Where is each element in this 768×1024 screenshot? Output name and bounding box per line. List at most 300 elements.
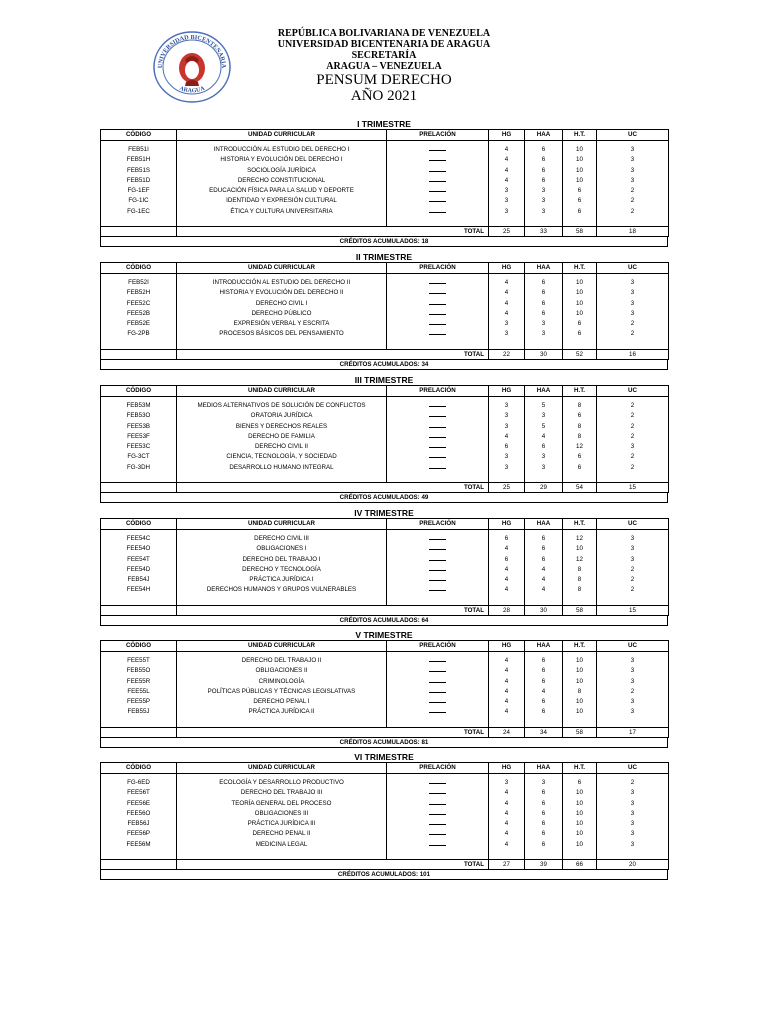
ht-cell — [563, 530, 597, 606]
uc-value: 3 — [630, 299, 635, 307]
logo-text-top: UNIVERSIDAD BICENTENARIA — [156, 33, 228, 69]
hg-value: 3 — [504, 402, 509, 409]
ht-value: 10 — [576, 545, 583, 553]
uc-value: 2 — [630, 576, 635, 584]
hg-value: 4 — [504, 667, 509, 675]
ht-value: 10 — [576, 176, 583, 184]
trimester-section — [100, 630, 668, 748]
course-code: FEE53B — [126, 422, 151, 430]
hg-cell — [489, 274, 525, 350]
hg-value: 4 — [504, 586, 509, 594]
total-haa: 29 — [525, 483, 563, 493]
ht-cell — [563, 141, 597, 227]
course-name: HISTORIA Y EVOLUCIÓN DEL DERECHO II — [219, 289, 344, 297]
col-header-ht: H.T. — [563, 641, 597, 652]
ht-value: 10 — [576, 809, 583, 817]
col-header-ht: H.T. — [563, 763, 597, 774]
course-name: DERECHO CIVIL II — [254, 443, 309, 451]
ht-value: 8 — [577, 687, 582, 695]
col-header-ht: H.T. — [563, 386, 597, 397]
course-name: DERECHO CIVIL I — [255, 299, 308, 307]
course-name: OBLIGACIONES III — [254, 809, 309, 817]
hg-value: 4 — [504, 789, 509, 797]
course-code: FEB52E — [126, 320, 151, 328]
col-header-code: CÓDIGO — [101, 519, 177, 530]
hg-value: 4 — [504, 799, 509, 807]
hg-value: 3 — [504, 207, 509, 215]
total-label: TOTAL — [177, 860, 489, 870]
col-header-ht: H.T. — [563, 130, 597, 141]
col-header-code: CÓDIGO — [101, 263, 177, 274]
haa-value: 3 — [541, 330, 546, 338]
codes-cell — [101, 652, 177, 728]
uc-value: 3 — [630, 657, 635, 664]
ht-value: 10 — [576, 146, 583, 153]
ht-value: 10 — [576, 799, 583, 807]
hg-value: 4 — [504, 657, 509, 664]
uc-cell — [597, 774, 669, 860]
course-name: EXPRESIÓN VERBAL Y ESCRITA — [233, 320, 330, 328]
prelacion-dash — [429, 427, 446, 428]
uc-value: 3 — [630, 789, 635, 797]
haa-value: 6 — [541, 657, 546, 664]
total-blank — [101, 860, 177, 870]
header-republic: REPÚBLICA BOLIVARIANA DE VENEZUELA — [277, 28, 491, 39]
course-code: FEE53F — [127, 432, 150, 440]
uc-value: 2 — [630, 197, 635, 205]
total-label: TOTAL — [177, 227, 489, 237]
course-code: FEE54T — [127, 555, 150, 563]
ht-value: 6 — [577, 197, 582, 205]
header-location: ARAGUA – VENEZUELA — [326, 61, 442, 72]
haa-value: 6 — [541, 830, 546, 838]
course-code: FG-1IC — [128, 197, 149, 205]
course-code: FEE56T — [127, 789, 150, 797]
ht-value: 10 — [576, 299, 583, 307]
col-header-ht: H.T. — [563, 263, 597, 274]
course-code: FG-6ED — [127, 779, 150, 786]
ht-value: 8 — [577, 422, 582, 430]
haa-value: 6 — [541, 309, 546, 317]
course-code: FEE54C — [126, 535, 151, 542]
haa-value: 6 — [541, 176, 546, 184]
col-header-haa: HAA — [525, 641, 563, 652]
total-ht: 66 — [563, 860, 597, 870]
ht-value: 10 — [576, 657, 583, 664]
course-name: IDENTIDAD Y EXPRESIÓN CULTURAL — [226, 197, 337, 205]
haa-value: 6 — [541, 667, 546, 675]
col-header-uc: UC — [597, 641, 669, 652]
codes-cell — [101, 397, 177, 483]
course-name: DERECHO DEL TRABAJO I — [242, 555, 321, 563]
course-name: DERECHO DE FAMILIA — [248, 432, 315, 440]
prelacion-cell — [387, 141, 489, 227]
col-header-unit: UNIDAD CURRICULAR — [177, 386, 387, 397]
total-hg: 22 — [489, 349, 525, 359]
table-header-row — [101, 763, 669, 774]
uc-value: 2 — [630, 463, 635, 471]
course-code: FEB53M — [126, 402, 151, 409]
hg-value: 4 — [504, 677, 509, 685]
haa-value: 5 — [541, 402, 546, 409]
prelacion-cell — [387, 530, 489, 606]
uc-value: 3 — [630, 176, 635, 184]
haa-value: 3 — [541, 207, 546, 215]
hg-value: 4 — [504, 809, 509, 817]
course-code: FEB53O — [126, 412, 151, 420]
course-name: DERECHO CONSTITUCIONAL — [237, 176, 326, 184]
course-name: TEORÍA GENERAL DEL PROCESO — [231, 799, 332, 807]
haa-value: 3 — [541, 453, 546, 461]
total-row — [101, 227, 669, 237]
uc-value: 2 — [630, 432, 635, 440]
table-body-row — [101, 274, 669, 350]
document-header — [0, 28, 768, 104]
hg-value: 6 — [504, 535, 509, 542]
col-header-code: CÓDIGO — [101, 130, 177, 141]
ht-value: 10 — [576, 698, 583, 706]
course-code: FEE55R — [126, 677, 151, 685]
total-label: TOTAL — [177, 605, 489, 615]
table-header-row — [101, 641, 669, 652]
hg-value: 3 — [504, 320, 509, 328]
course-name: PRÁCTICA JURÍDICA III — [247, 820, 316, 828]
course-code: FEB52H — [126, 289, 151, 297]
col-header-code: CÓDIGO — [101, 386, 177, 397]
trimester-title: V TRIMESTRE — [355, 630, 413, 640]
course-name: OBLIGACIONES I — [256, 545, 307, 553]
table-body-row — [101, 530, 669, 606]
ht-value: 6 — [577, 207, 582, 215]
course-code: FEB55O — [126, 667, 151, 675]
course-name: MEDIOS ALTERNATIVOS DE SOLUCIÓN DE CONFLICTOS — [197, 402, 366, 409]
prelacion-dash — [429, 702, 446, 703]
total-ht: 58 — [563, 605, 597, 615]
total-blank — [101, 605, 177, 615]
haa-value: 4 — [541, 565, 546, 573]
total-haa: 33 — [525, 227, 563, 237]
table-body-row — [101, 774, 669, 860]
ht-cell — [563, 397, 597, 483]
col-header-code: CÓDIGO — [101, 763, 177, 774]
total-label: TOTAL — [177, 727, 489, 737]
col-header-prelacion: PRELACIÓN — [387, 130, 489, 141]
curriculum-table — [100, 385, 669, 493]
uc-cell — [597, 652, 669, 728]
prelacion-dash — [429, 447, 446, 448]
col-header-haa: HAA — [525, 763, 563, 774]
haa-value: 6 — [541, 820, 546, 828]
uc-value: 3 — [630, 443, 635, 451]
total-hg: 24 — [489, 727, 525, 737]
total-hg: 27 — [489, 860, 525, 870]
ht-value: 6 — [577, 187, 582, 195]
prelacion-dash — [429, 304, 446, 305]
curriculum-table — [100, 518, 669, 616]
uc-value: 3 — [630, 809, 635, 817]
codes-cell — [101, 274, 177, 350]
prelacion-dash — [429, 671, 446, 672]
haa-cell — [525, 397, 563, 483]
total-hg: 25 — [489, 483, 525, 493]
course-code: FEE52C — [126, 299, 151, 307]
col-header-prelacion: PRELACIÓN — [387, 763, 489, 774]
prelacion-dash — [429, 212, 446, 213]
trimester-section — [100, 252, 668, 370]
ht-value: 6 — [577, 412, 582, 420]
haa-cell — [525, 774, 563, 860]
total-row — [101, 349, 669, 359]
trimester-title: IV TRIMESTRE — [354, 508, 414, 518]
col-header-unit: UNIDAD CURRICULAR — [177, 763, 387, 774]
trimester-title: II TRIMESTRE — [355, 252, 413, 262]
course-code: FEB55J — [127, 708, 150, 716]
course-code: FG-3DH — [126, 463, 151, 471]
total-blank — [101, 727, 177, 737]
haa-value: 6 — [541, 279, 546, 286]
hg-value: 3 — [504, 187, 509, 195]
hg-cell — [489, 141, 525, 227]
uc-value: 2 — [630, 586, 635, 594]
course-name: PROCESOS BÁSICOS DEL PENSAMIENTO — [219, 330, 344, 338]
trimester-section — [100, 375, 668, 503]
col-header-unit: UNIDAD CURRICULAR — [177, 263, 387, 274]
prelacion-dash — [429, 570, 446, 571]
ht-value: 8 — [577, 576, 582, 584]
uc-value: 3 — [630, 545, 635, 553]
course-code: FEE54D — [126, 565, 151, 573]
uc-value: 3 — [630, 555, 635, 563]
hg-value: 4 — [504, 156, 509, 164]
course-name: SOCIOLOGÍA JURÍDICA — [247, 166, 316, 174]
ht-cell — [563, 652, 597, 728]
uc-value: 3 — [630, 166, 635, 174]
hg-value: 4 — [504, 687, 509, 695]
ht-value: 12 — [576, 535, 583, 542]
haa-value: 3 — [541, 187, 546, 195]
haa-value: 3 — [541, 463, 546, 471]
codes-cell — [101, 774, 177, 860]
hg-value: 6 — [504, 443, 509, 451]
hg-value: 4 — [504, 830, 509, 838]
haa-value: 6 — [541, 545, 546, 553]
col-header-code: CÓDIGO — [101, 641, 177, 652]
course-code: FG-1EC — [127, 207, 150, 215]
hg-cell — [489, 530, 525, 606]
haa-cell — [525, 141, 563, 227]
total-row — [101, 605, 669, 615]
trimester-section — [100, 752, 668, 880]
course-name: POLÍTICAS PÚBLICAS Y TÉCNICAS LEGISLATIVAS — [207, 687, 356, 695]
col-header-uc: UC — [597, 263, 669, 274]
course-code: FEB56J — [127, 820, 150, 828]
prelacion-dash — [429, 334, 446, 335]
prelacion-dash — [429, 406, 446, 407]
units-cell — [177, 274, 387, 350]
haa-cell — [525, 652, 563, 728]
course-code: FG-1EF — [127, 187, 150, 195]
col-header-haa: HAA — [525, 519, 563, 530]
ht-value: 6 — [577, 463, 582, 471]
haa-value: 3 — [541, 412, 546, 420]
prelacion-dash — [429, 468, 446, 469]
uc-value: 3 — [630, 289, 635, 297]
total-row — [101, 483, 669, 493]
ht-value: 10 — [576, 667, 583, 675]
uc-value: 3 — [630, 535, 635, 542]
haa-value: 6 — [541, 789, 546, 797]
haa-value: 5 — [541, 422, 546, 430]
course-name: OBLIGACIONES II — [255, 667, 308, 675]
course-name: PRÁCTICA JURÍDICA II — [248, 708, 315, 716]
units-cell — [177, 141, 387, 227]
course-code: FEE54O — [126, 545, 151, 553]
hg-value: 4 — [504, 146, 509, 153]
ht-value: 6 — [577, 320, 582, 328]
prelacion-dash — [429, 590, 446, 591]
col-header-haa: HAA — [525, 386, 563, 397]
table-header-row — [101, 130, 669, 141]
prelacion-cell — [387, 397, 489, 483]
course-name: DERECHO DEL TRABAJO II — [241, 657, 322, 664]
col-header-ht: H.T. — [563, 519, 597, 530]
hg-value: 4 — [504, 820, 509, 828]
prelacion-dash — [429, 661, 446, 662]
prelacion-dash — [429, 549, 446, 550]
prelacion-dash — [429, 201, 446, 202]
trimester-section — [100, 119, 668, 247]
hg-value: 4 — [504, 176, 509, 184]
total-uc: 15 — [597, 605, 669, 615]
uc-value: 2 — [630, 412, 635, 420]
haa-value: 4 — [541, 687, 546, 695]
course-code: FEB52I — [128, 279, 149, 286]
course-code: FEE55L — [127, 687, 150, 695]
uc-value: 2 — [630, 402, 635, 409]
table-header-row — [101, 386, 669, 397]
uc-value: 2 — [630, 453, 635, 461]
haa-value: 6 — [541, 299, 546, 307]
uc-cell — [597, 397, 669, 483]
uc-value: 3 — [630, 830, 635, 838]
course-name: EDUCACIÓN FÍSICA PARA LA SALUD Y DEPORTE — [209, 187, 354, 195]
course-name: DERECHO PENAL I — [253, 698, 310, 706]
uc-value: 3 — [630, 677, 635, 685]
course-code: FG-3CT — [127, 453, 150, 461]
course-name: DERECHOS HUMANOS Y GRUPOS VULNERABLES — [206, 586, 357, 594]
col-header-unit: UNIDAD CURRICULAR — [177, 641, 387, 652]
course-code: FEE55T — [127, 657, 150, 664]
total-ht: 54 — [563, 483, 597, 493]
col-header-hg: HG — [489, 641, 525, 652]
prelacion-dash — [429, 793, 446, 794]
col-header-unit: UNIDAD CURRICULAR — [177, 130, 387, 141]
codes-cell — [101, 141, 177, 227]
page-title: PENSUM DERECHO — [316, 72, 452, 88]
total-hg: 25 — [489, 227, 525, 237]
haa-value: 3 — [541, 779, 546, 786]
total-haa: 39 — [525, 860, 563, 870]
uc-cell — [597, 530, 669, 606]
accumulated-credits: CRÉDITOS ACUMULADOS: 49 — [100, 493, 668, 503]
table-body-row — [101, 141, 669, 227]
prelacion-dash — [429, 283, 446, 284]
col-header-prelacion: PRELACIÓN — [387, 641, 489, 652]
ht-value: 10 — [576, 840, 583, 848]
total-haa: 34 — [525, 727, 563, 737]
uc-cell — [597, 141, 669, 227]
course-name: CIENCIA, TECNOLOGÍA, Y SOCIEDAD — [226, 453, 337, 461]
course-code: FEE56O — [126, 809, 151, 817]
uc-value: 2 — [630, 779, 635, 786]
course-name: DERECHO PENAL II — [252, 830, 311, 838]
total-uc: 16 — [597, 349, 669, 359]
prelacion-dash — [429, 437, 446, 438]
course-name: MEDICINA LEGAL — [255, 840, 308, 848]
total-label: TOTAL — [177, 483, 489, 493]
ht-value: 10 — [576, 677, 583, 685]
uc-value: 3 — [630, 309, 635, 317]
haa-value: 3 — [541, 197, 546, 205]
course-code: FEE54H — [126, 586, 151, 594]
curriculum-table — [100, 640, 669, 738]
col-header-haa: HAA — [525, 130, 563, 141]
total-haa: 30 — [525, 349, 563, 359]
course-code: FEE56E — [126, 799, 151, 807]
prelacion-dash — [429, 712, 446, 713]
prelacion-dash — [429, 181, 446, 182]
ht-value: 12 — [576, 555, 583, 563]
uc-value: 3 — [630, 698, 635, 706]
curriculum-table — [100, 762, 669, 870]
accumulated-credits: CRÉDITOS ACUMULADOS: 34 — [100, 360, 668, 370]
total-uc: 17 — [597, 727, 669, 737]
haa-cell — [525, 530, 563, 606]
prelacion-cell — [387, 274, 489, 350]
curriculum-table — [100, 262, 669, 360]
uc-value: 3 — [630, 667, 635, 675]
uc-value: 3 — [630, 799, 635, 807]
ht-value: 6 — [577, 779, 582, 786]
total-ht: 58 — [563, 727, 597, 737]
units-cell — [177, 530, 387, 606]
total-uc: 15 — [597, 483, 669, 493]
course-name: INTRODUCCIÓN AL ESTUDIO DEL DERECHO II — [212, 279, 351, 286]
hg-value: 4 — [504, 545, 509, 553]
prelacion-dash — [429, 560, 446, 561]
total-ht: 58 — [563, 227, 597, 237]
prelacion-cell — [387, 652, 489, 728]
course-name: DERECHO CIVIL III — [254, 535, 309, 542]
total-blank — [101, 227, 177, 237]
uc-value: 2 — [630, 330, 635, 338]
hg-value: 4 — [504, 840, 509, 848]
hg-value: 3 — [504, 422, 509, 430]
prelacion-dash — [429, 814, 446, 815]
col-header-prelacion: PRELACIÓN — [387, 519, 489, 530]
prelacion-dash — [429, 150, 446, 151]
course-code: FEB51H — [126, 156, 151, 164]
uc-value: 2 — [630, 187, 635, 195]
hg-value: 3 — [504, 779, 509, 786]
trimester-title: I TRIMESTRE — [357, 119, 411, 129]
prelacion-dash — [429, 324, 446, 325]
course-code: FEE52B — [126, 309, 151, 317]
total-ht: 52 — [563, 349, 597, 359]
logo-text-bottom: ARAGUA — [178, 85, 206, 95]
uc-value: 3 — [630, 840, 635, 848]
ht-value: 12 — [576, 443, 583, 451]
